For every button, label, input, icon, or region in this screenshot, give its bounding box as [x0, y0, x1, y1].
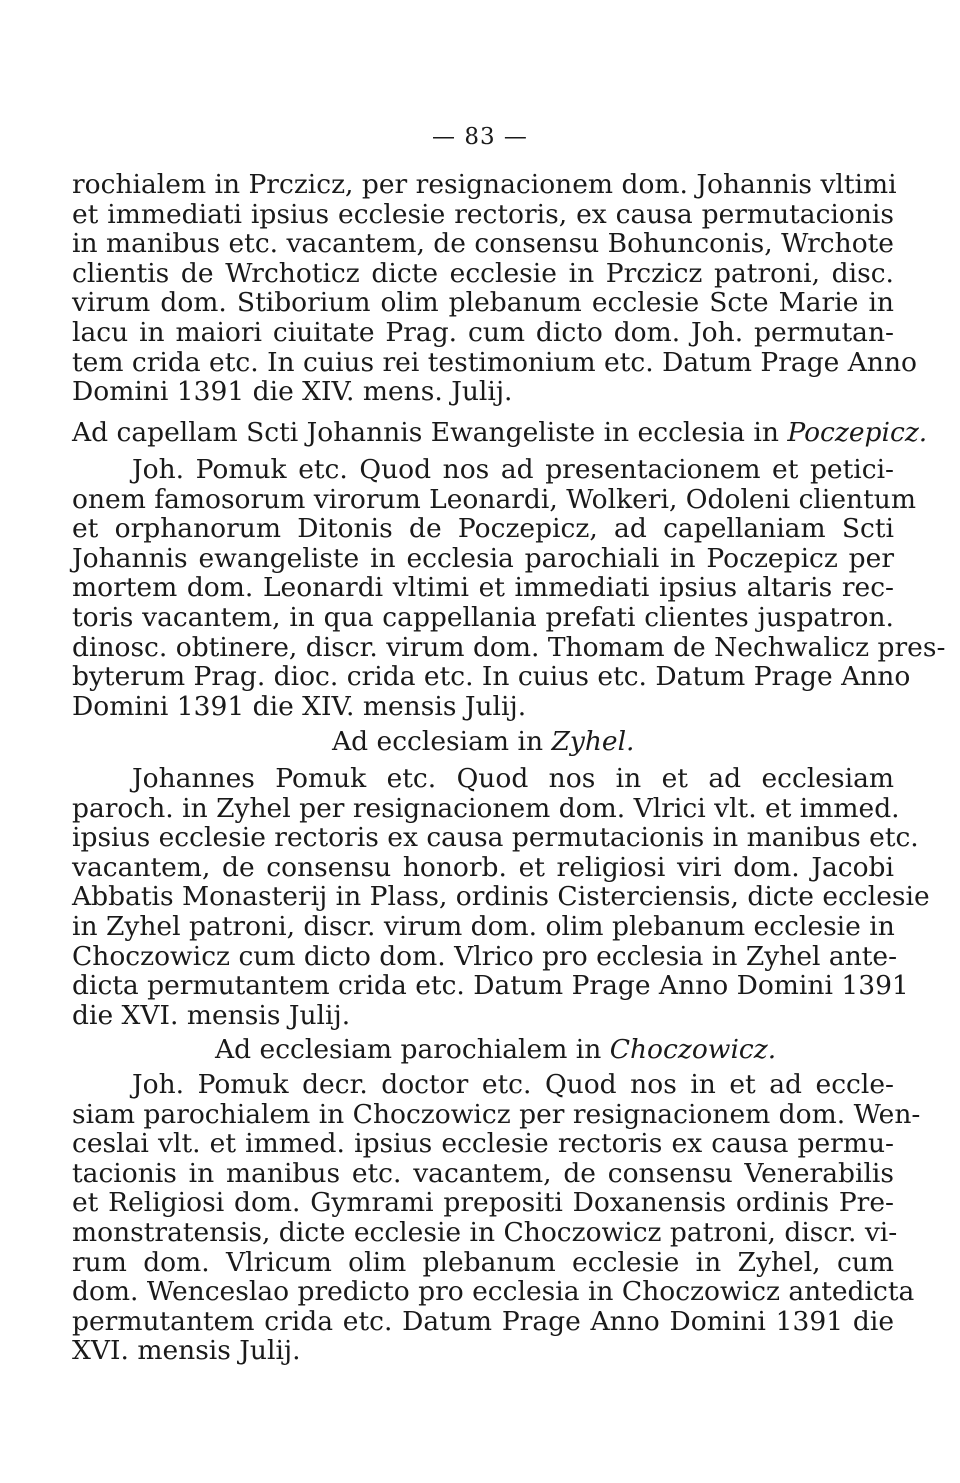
text-line: tacionis in manibus etc. vacantem, de consensu Venerabilis	[72, 1157, 894, 1189]
text-line: XVI. mensis Julij.	[72, 1335, 301, 1367]
section-heading-choczowicz	[0, 1035, 960, 1065]
text-line: in Zyhel patroni, discr. virum dom. olim plebanum ecclesie in	[72, 910, 895, 942]
text-line: vacantem, de consensu honorb. et religiosi viri dom. Jacobi	[72, 851, 894, 883]
page-number: — 83 —	[432, 124, 528, 150]
text-line: et Religiosi dom. Gymrami prepositi Doxanensis ordinis Pre-	[72, 1187, 894, 1219]
text-line: Abbatis Monasterij in Plass, ordinis Cisterciensis, dicte ecclesie	[72, 881, 930, 913]
text-line: Johannis ewangeliste in ecclesia parochiali in Poczepicz per	[72, 542, 894, 574]
text-line: et immediati ipsius ecclesie rectoris, ex causa permutacionis	[72, 198, 894, 230]
text-line: virum dom. Stiborium olim plebanum ecclesie Scte Marie in	[72, 287, 894, 319]
section-heading-poczepicz	[0, 418, 960, 448]
section-heading-zyhel	[0, 727, 960, 757]
paragraph-block-1	[72, 169, 917, 408]
text-line: Joh. Pomuk decr. doctor etc. Quod nos in et ad eccle-	[132, 1069, 894, 1100]
paragraph-block-2	[72, 454, 946, 722]
text-line: monstratensis, dicte ecclesie in Choczowicz patroni, discr. vi-	[72, 1216, 898, 1248]
text-line: in manibus etc. vacantem, de consensu Bohunconis, Wrchote	[72, 228, 894, 260]
text-line: toris vacantem, in qua cappellania prefati clientes juspatron.	[72, 601, 894, 633]
text-line: Domini 1391 die XIV. mens. Julij.	[72, 376, 513, 408]
text-line: rochialem in Prczicz, per resignacionem dom. Johannis vltimi	[72, 169, 897, 200]
text-line: Domini 1391 die XIV. mensis Julij.	[72, 690, 527, 722]
text-line: et orphanorum Ditonis de Poczepicz, ad capellaniam Scti	[72, 513, 894, 545]
text-line: ipsius ecclesie rectoris ex causa permutacionis in manibus etc.	[72, 822, 919, 854]
text-line: clientis de Wrchoticz dicte ecclesie in Prczicz patroni, disc.	[72, 257, 894, 289]
heading-place-name: Zyhel.	[551, 726, 635, 757]
text-line: die XVI. mensis Julij.	[72, 999, 351, 1031]
text-line: rum dom. Vlricum olim plebanum ecclesie in Zyhel, cum	[72, 1246, 894, 1278]
heading-place-name: Choczowicz.	[609, 1034, 777, 1065]
text-line: dinosc. obtinere, discr. virum dom. Thomam de Nechwalicz pres-	[72, 631, 946, 663]
heading-text: Ad ecclesiam in	[332, 726, 552, 757]
paragraph-block-4	[72, 1069, 921, 1367]
text-line: byterum Prag. dioc. crida etc. In cuius etc. Datum Prage Anno	[72, 661, 911, 693]
text-line: mortem dom. Leonardi vltimi et immediati ipsius altaris rec-	[72, 572, 894, 604]
text-line: dicta permutantem crida etc. Datum Prage Anno Domini 1391	[72, 970, 909, 1002]
text-line: ceslai vlt. et immed. ipsius ecclesie rectoris ex causa permu-	[72, 1128, 894, 1160]
text-line: onem famosorum virorum Leonardi, Wolkeri, Odoleni clientum	[72, 483, 916, 515]
heading-place-name: Poczepicz.	[787, 417, 928, 448]
text-line: Joh. Pomuk etc. Quod nos ad presentacionem et petici-	[132, 454, 894, 485]
text-line: tem crida etc. In cuius rei testimonium etc. Datum Prage Anno	[72, 346, 917, 378]
paragraph-block-3	[72, 763, 930, 1031]
text-line: lacu in maiori ciuitate Prag. cum dicto dom. Joh. permutan-	[72, 316, 894, 348]
text-line: Johannes Pomuk etc. Quod nos in et ad ecclesiam	[132, 763, 894, 794]
text-line: permutantem crida etc. Datum Prage Anno Domini 1391 die	[72, 1305, 894, 1337]
heading-text: Ad ecclesiam parochialem in	[215, 1034, 610, 1065]
text-line: dom. Wenceslao predicto pro ecclesia in Choczowicz antedicta	[72, 1276, 915, 1308]
text-line: paroch. in Zyhel per resignacionem dom. Vlrici vlt. et immed.	[72, 792, 900, 824]
text-line: Choczowicz cum dicto dom. Vlrico pro ecclesia in Zyhel ante-	[72, 940, 898, 972]
text-line: siam parochialem in Choczowicz per resignacionem dom. Wen-	[72, 1098, 921, 1130]
heading-text: Ad capellam Scti Johannis Ewangeliste in ecclesia in	[72, 417, 788, 448]
